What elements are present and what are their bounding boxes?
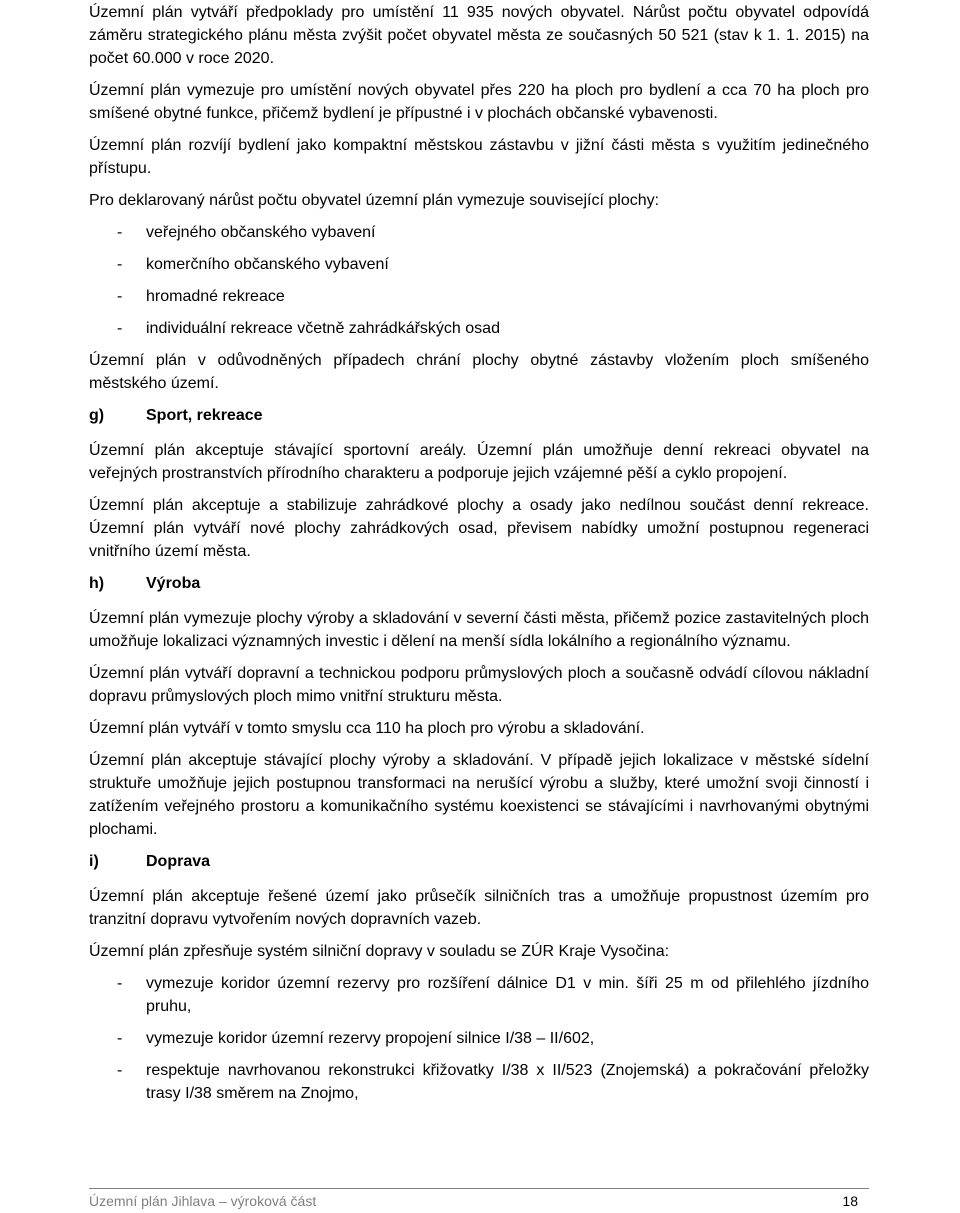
- paragraph: Územní plán rozvíjí bydlení jako kompaktní městskou zástavbu v jižní části města s využitím jedinečného přístupu.: [89, 137, 869, 177]
- paragraph: Územní plán vytváří předpoklady pro umístění 11 935 nových obyvatel. Nárůst počtu obyvatel odpovídá záměru strategického plánu města zvýšit počet obyvatel města ze současných 50 521 (stav k 1. 1. 2015) na počet 60.000 v roce 2020.: [89, 4, 869, 67]
- paragraph: Územní plán akceptuje stávající sportovní areály. Územní plán umožňuje denní rekreaci obyvatel na veřejných prostranstvích přírodního charakteru a podporuje jejich vzájemné pěší a cyklo propojení.: [89, 442, 869, 482]
- paragraph: Územní plán akceptuje stávající plochy výroby a skladování. V případě jejich lokalizace v městské sídelní struktuře umožňuje jejich postupnou transformaci na nerušící výrobu a služby, které umožní svoji činností i zatížením veřejného prostoru a komunikačního systému koexistenci se stávajícími i navrhovanými obytnými plochami.: [89, 752, 869, 838]
- section-title: Doprava: [146, 853, 211, 870]
- list-dash: -: [117, 224, 123, 241]
- section-heading-sport: [89, 404, 869, 427]
- bullet-list: [89, 221, 869, 340]
- section-number: g): [89, 407, 105, 424]
- paragraph: Územní plán vymezuje plochy výroby a skladování v severní části města, přičemž pozice zastavitelných ploch umožňuje lokalizaci významných investic i dělení na menší sídla lokálního a regionálního významu.: [89, 610, 869, 650]
- list-item: [89, 317, 869, 340]
- list-item-text: veřejného občanského vybavení: [146, 224, 376, 241]
- list-item-text: hromadné rekreace: [146, 288, 285, 305]
- page-number: 18: [842, 1193, 858, 1209]
- list-dash: -: [117, 256, 123, 273]
- paragraph: Územní plán vytváří dopravní a technickou podporu průmyslových ploch a současně odvádí cílovou nákladní dopravu průmyslových ploch mimo vnitřní strukturu města.: [89, 665, 869, 705]
- paragraph: Územní plán akceptuje řešené území jako průsečík silničních tras a umožňuje propustnost územím pro tranzitní dopravu vytvořením nových dopravních vazeb.: [89, 888, 869, 928]
- paragraph: Pro deklarovaný nárůst počtu obyvatel územní plán vymezuje související plochy:: [89, 192, 660, 209]
- list-item-text: vymezuje koridor územní rezervy propojení silnice I/38 – II/602,: [146, 1030, 595, 1047]
- list-dash: -: [117, 975, 123, 992]
- section-number: h): [89, 575, 105, 592]
- paragraph: Územní plán vymezuje pro umístění nových obyvatel přes 220 ha ploch pro bydlení a cca 70 ha ploch pro smíšené obytné funkce, přičemž bydlení je přípustné i v plochách občanské vybavenosti.: [89, 82, 869, 122]
- bullet-list: [89, 972, 869, 1105]
- paragraph: Územní plán v odůvodněných případech chrání plochy obytné zástavby vložením ploch smíšeného městského území.: [89, 352, 869, 392]
- list-item-text: vymezuje koridor územní rezervy pro rozšíření dálnice D1 v min. šíři 25 m od přilehlého jízdního pruhu,: [146, 975, 869, 1015]
- section-number: i): [89, 853, 99, 870]
- section-heading-doprava: [89, 850, 869, 873]
- footer-label: Územní plán Jihlava – výroková část: [89, 1193, 317, 1209]
- paragraph: Územní plán vytváří v tomto smyslu cca 110 ha ploch pro výrobu a skladování.: [89, 720, 645, 737]
- list-dash: -: [117, 1030, 123, 1047]
- list-item: [89, 1059, 869, 1105]
- list-dash: -: [117, 320, 123, 337]
- list-item-text: individuální rekreace včetně zahrádkářských osad: [146, 320, 500, 337]
- list-item-text: respektuje navrhovanou rekonstrukci křižovatky I/38 x II/523 (Znojemská) a pokračování přeložky trasy I/38 směrem na Znojmo,: [146, 1062, 869, 1102]
- list-item-text: komerčního občanského vybavení: [146, 256, 389, 273]
- list-item: [89, 253, 869, 276]
- list-item: [89, 221, 869, 244]
- list-dash: -: [117, 288, 123, 305]
- paragraph: Územní plán zpřesňuje systém silniční dopravy v souladu se ZÚR Kraje Vysočina:: [89, 943, 670, 960]
- section-title: Sport, rekreace: [146, 407, 263, 424]
- list-dash: -: [117, 1062, 123, 1079]
- page-footer: [89, 1188, 869, 1213]
- list-item: [89, 1027, 869, 1050]
- section-title: Výroba: [146, 575, 201, 592]
- document-body: [89, 0, 869, 1105]
- paragraph: Územní plán akceptuje a stabilizuje zahrádkové plochy a osady jako nedílnou součást denní rekreace. Územní plán vytváří nové plochy zahrádkových osad, převisem nabídky umožní postupnou regeneraci vnitřního území města.: [89, 497, 869, 560]
- section-heading-vyroba: [89, 572, 869, 595]
- list-item: [89, 972, 869, 1018]
- list-item: [89, 285, 869, 308]
